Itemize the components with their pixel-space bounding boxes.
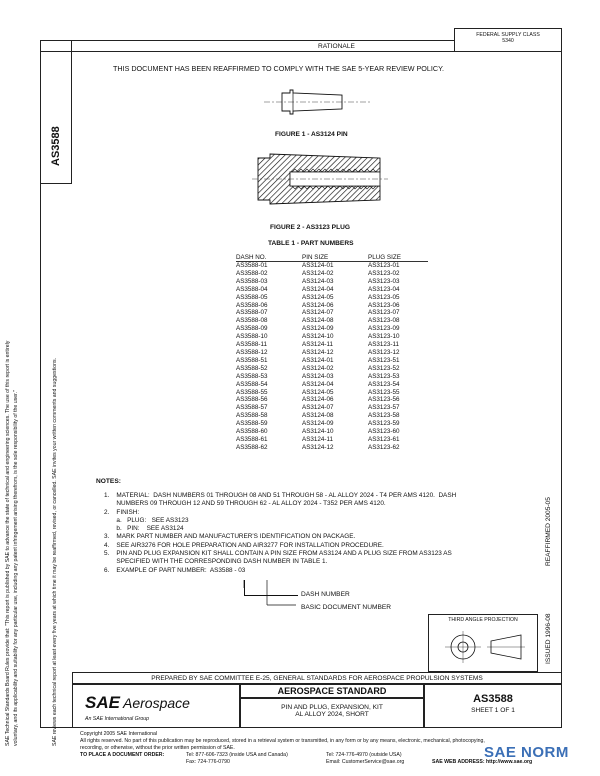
plug-size-cell: AS3123-56 [368, 396, 400, 404]
dash-no-cell: AS3588-62 [236, 443, 268, 451]
plug-size-cell: AS3123-62 [368, 443, 400, 451]
reaffirmed-stamp: REAFFIRMED 2005-05 [545, 497, 552, 566]
dash-no-cell: AS3588-06 [236, 301, 268, 309]
notes-list [104, 492, 456, 575]
dash-no-cell: AS3588-12 [236, 348, 268, 356]
plug-size-cell: AS3123-07 [368, 309, 400, 317]
plug-size-cell: AS3123-10 [368, 333, 400, 341]
basic-doc-label: BASIC DOCUMENT NUMBER [301, 604, 392, 611]
sae-logo: SAE [85, 693, 120, 712]
dash-no-cell: AS3588-59 [236, 420, 268, 428]
pin-size-cell: AS3124-05 [302, 293, 334, 301]
figure-2-caption: FIGURE 2 - AS3123 PLUG [270, 224, 351, 231]
supply-class-label: FEDERAL SUPPLY CLASS [476, 32, 540, 38]
tel-outside: Tel: 724-776-4970 (outside USA) [326, 752, 402, 758]
table-header-row [236, 254, 428, 262]
legal-line-2: voluntary, and its applicability and suitability for any particular use, including any patent infringement arising therefrom, is the sole responsibility of the user." [13, 390, 19, 746]
notes-heading: NOTES: [96, 478, 121, 485]
tel-inside: Tel: 877-606-7323 (inside USA and Canada) [186, 752, 288, 758]
plug-size-cell: AS3123-59 [368, 420, 400, 428]
col-plug-size: PLUG SIZE [368, 254, 428, 262]
dash-no-cell: AS3588-01 [236, 262, 268, 269]
dash-no-cell: AS3588-54 [236, 380, 268, 388]
pin-size-cell: AS3124-12 [302, 348, 334, 356]
table-row [236, 396, 428, 404]
reaffirm-statement: THIS DOCUMENT HAS BEEN REAFFIRMED TO COMPLY WITH THE SAE 5-YEAR REVIEW POLICY. [113, 64, 444, 73]
fax: Fax: 724-776-0790 [186, 759, 230, 765]
table-row [236, 325, 428, 333]
note-line: 3. MARK PART NUMBER AND MANUFACTURER'S IDENTIFICATION ON PACKAGE. [104, 533, 356, 541]
desc-cell [240, 698, 424, 728]
note-line: a. PLUG: SEE AS3123 [104, 516, 189, 524]
projection-symbol [429, 623, 537, 667]
note-line: 2. FINISH: [104, 508, 140, 516]
rights-line-2: recording, or otherwise, without the prior written permission of SAE. [80, 745, 235, 751]
pin-size-cell: AS3124-02 [302, 269, 334, 277]
web-address[interactable]: SAE WEB ADDRESS: http://www.sae.org [432, 759, 533, 765]
table-row [236, 294, 428, 302]
dash-no-cell: AS3588-09 [236, 325, 268, 333]
table-title: TABLE 1 - PART NUMBERS [268, 240, 354, 247]
col-dash-no: DASH NO. [236, 254, 302, 262]
pin-size-cell: AS3124-10 [302, 333, 334, 341]
pin-size-cell: AS3124-08 [302, 412, 334, 420]
note-line: 1. MATERIAL: DASH NUMBERS 01 THROUGH 08 AND 51 THROUGH 58 - AL ALLOY 2024 - T4 PER AMS 4120. DASH [104, 492, 457, 499]
desc-line-2: AL ALLOY 2024, SHORT [295, 711, 369, 718]
pin-size-cell: AS3124-09 [302, 420, 334, 428]
logo-tagline: An SAE International Group [85, 716, 150, 722]
dash-number-label: DASH NUMBER [301, 591, 350, 598]
table-row [236, 389, 428, 397]
table-row [236, 333, 428, 341]
pin-size-cell: AS3124-09 [302, 325, 334, 333]
pin-size-cell: AS3124-01 [302, 262, 334, 269]
prepared-bar [72, 672, 562, 684]
dash-no-cell: AS3588-52 [236, 364, 268, 372]
aerospace-logo: Aerospace [123, 695, 190, 711]
table-row [236, 428, 428, 436]
side-doc-number: AS3588 [50, 126, 62, 166]
col-pin-size: PIN SIZE [302, 254, 368, 262]
dash-no-cell: AS3588-07 [236, 309, 268, 317]
table-row [236, 278, 428, 286]
projection-label: THIRD ANGLE PROJECTION [448, 617, 518, 623]
dash-no-cell: AS3588-04 [236, 285, 268, 293]
plug-size-cell: AS3123-61 [368, 435, 400, 443]
table-row [236, 317, 428, 325]
supply-class-value: 5340 [502, 38, 514, 44]
pin-size-cell: AS3124-11 [302, 341, 334, 349]
projection-box [428, 614, 538, 672]
watermark: SAE NORM [484, 744, 569, 761]
pin-size-cell: AS3124-05 [302, 388, 334, 396]
doc-number: AS3588 [473, 693, 513, 705]
plug-size-cell: AS3123-51 [368, 356, 400, 364]
plug-size-cell: AS3123-03 [368, 277, 400, 285]
pin-size-cell: AS3124-12 [302, 443, 334, 451]
email[interactable]: Email: CustomerService@sae.org [326, 759, 405, 765]
dash-leader [244, 595, 298, 596]
plug-size-cell: AS3123-04 [368, 285, 400, 293]
dash-no-cell: AS3588-53 [236, 372, 268, 380]
pin-size-cell: AS3124-03 [302, 277, 334, 285]
pin-size-cell: AS3124-06 [302, 301, 334, 309]
logo-cell [72, 684, 240, 728]
figure-1-caption: FIGURE 1 - AS3124 PIN [275, 131, 348, 138]
prepared-by: PREPARED BY SAE COMMITTEE E-25, GENERAL STANDARDS FOR AEROSPACE PROPULSION SYSTEMS [151, 675, 483, 682]
plug-size-cell: AS3123-54 [368, 380, 400, 388]
table-row [236, 286, 428, 294]
plug-size-cell: AS3123-02 [368, 269, 400, 277]
table-row [236, 404, 428, 412]
plug-size-cell: AS3123-08 [368, 317, 400, 325]
plug-size-cell: AS3123-01 [368, 262, 400, 269]
pin-size-cell: AS3124-02 [302, 364, 334, 372]
table-row [236, 444, 428, 452]
table-row [236, 373, 428, 381]
sheet-number: SHEET 1 OF 1 [471, 707, 515, 714]
dash-no-cell: AS3588-11 [236, 341, 268, 349]
pin-size-cell: AS3124-11 [302, 435, 334, 443]
note-line: 5. PIN AND PLUG EXPANSION KIT SHALL CONTAIN A PIN SIZE FROM AS3124 AND A PLUG SIZE FROM AS3123 AS [104, 550, 452, 558]
plug-size-cell: AS3123-11 [368, 341, 400, 349]
dash-no-cell: AS3588-03 [236, 277, 268, 285]
table-row [236, 420, 428, 428]
dash-no-cell: AS3588-51 [236, 356, 268, 364]
table-row [236, 262, 428, 270]
legal-line-1: SAE Technical Standards Board Rules provide that: "This report is published by SAE to advance the state of technical and engineering sciences. The use of this report is entirely [5, 340, 11, 746]
plug-size-cell: AS3123-05 [368, 293, 400, 301]
legal-line-3: SAE reviews each technical report at least every five years at which time it may be reaffirmed, revised, or cancelled. SAE invites your written comments and suggestions. [52, 358, 58, 746]
table-row [236, 357, 428, 365]
pin-size-cell: AS3124-03 [302, 372, 334, 380]
plug-size-cell: AS3123-06 [368, 301, 400, 309]
pin-size-cell: AS3124-10 [302, 428, 334, 436]
plug-size-cell: AS3123-53 [368, 372, 400, 380]
desc-line-1: PIN AND PLUG, EXPANSION, KIT [281, 704, 383, 711]
pin-size-cell: AS3124-07 [302, 309, 334, 317]
note-line: b. PIN: SEE AS3124 [104, 525, 184, 533]
table-row [236, 270, 428, 278]
pin-size-cell: AS3124-06 [302, 396, 334, 404]
dash-no-cell: AS3588-08 [236, 317, 268, 325]
table-row [236, 412, 428, 420]
pin-size-cell: AS3124-01 [302, 356, 334, 364]
note-line: 4. SEE AIR3276 FOR HOLE PREPARATION AND AIR3277 FOR INSTALLATION PROCEDURE. [104, 541, 384, 549]
note-line: 6. EXAMPLE OF PART NUMBER: AS3588 - 03 [104, 566, 246, 574]
table-row [236, 436, 428, 444]
dash-no-cell: AS3588-56 [236, 396, 268, 404]
dash-no-cell: AS3588-10 [236, 333, 268, 341]
plug-size-cell: AS3123-57 [368, 404, 400, 412]
table-row [236, 309, 428, 317]
dash-leader-v [244, 580, 245, 595]
pin-size-cell: AS3124-04 [302, 285, 334, 293]
rights-line-1: All rights reserved. No part of this publication may be reproduced, stored in a retrieval system or transmitted, in any form or by any means, electronic, mechanical, photocopying, [80, 738, 485, 744]
table-row [236, 381, 428, 389]
dash-no-cell: AS3588-60 [236, 428, 268, 436]
dash-no-cell: AS3588-05 [236, 293, 268, 301]
dash-no-cell: AS3588-58 [236, 412, 268, 420]
pin-size-cell: AS3124-08 [302, 317, 334, 325]
doc-cell [424, 684, 562, 728]
supply-class-box [454, 28, 562, 52]
pin-size-cell: AS3124-04 [302, 380, 334, 388]
std-title-cell [240, 684, 424, 698]
std-title: AEROSPACE STANDARD [277, 686, 387, 696]
copyright: Copyright 2005 SAE International [80, 731, 157, 737]
table-row [236, 341, 428, 349]
rationale-label: RATIONALE [318, 43, 355, 50]
plug-size-cell: AS3123-09 [368, 325, 400, 333]
plug-drawing [250, 150, 390, 208]
part-numbers-table [236, 254, 428, 452]
plug-size-cell: AS3123-52 [368, 364, 400, 372]
table-row [236, 302, 428, 310]
note-line: SPECIFIED WITH THE CORRESPONDING DASH NUMBER IN TABLE 1. [104, 558, 328, 566]
plug-size-cell: AS3123-55 [368, 388, 400, 396]
issued-stamp: ISSUED 1996-08 [545, 613, 552, 664]
dash-no-cell: AS3588-55 [236, 388, 268, 396]
plug-size-cell: AS3123-12 [368, 348, 400, 356]
order-label: TO PLACE A DOCUMENT ORDER: [80, 752, 165, 758]
plug-size-cell: AS3123-58 [368, 412, 400, 420]
note-line: NUMBERS 09 THROUGH 12 AND 59 THROUGH 62 - AL ALLOY 2024 - T352 PER AMS 4120. [104, 500, 386, 508]
plug-size-cell: AS3123-60 [368, 428, 400, 436]
dash-no-cell: AS3588-57 [236, 404, 268, 412]
pin-drawing [262, 82, 372, 122]
dash-no-cell: AS3588-02 [236, 269, 268, 277]
table-row [236, 365, 428, 373]
table-row [236, 349, 428, 357]
dash-no-cell: AS3588-61 [236, 435, 268, 443]
pin-size-cell: AS3124-07 [302, 404, 334, 412]
